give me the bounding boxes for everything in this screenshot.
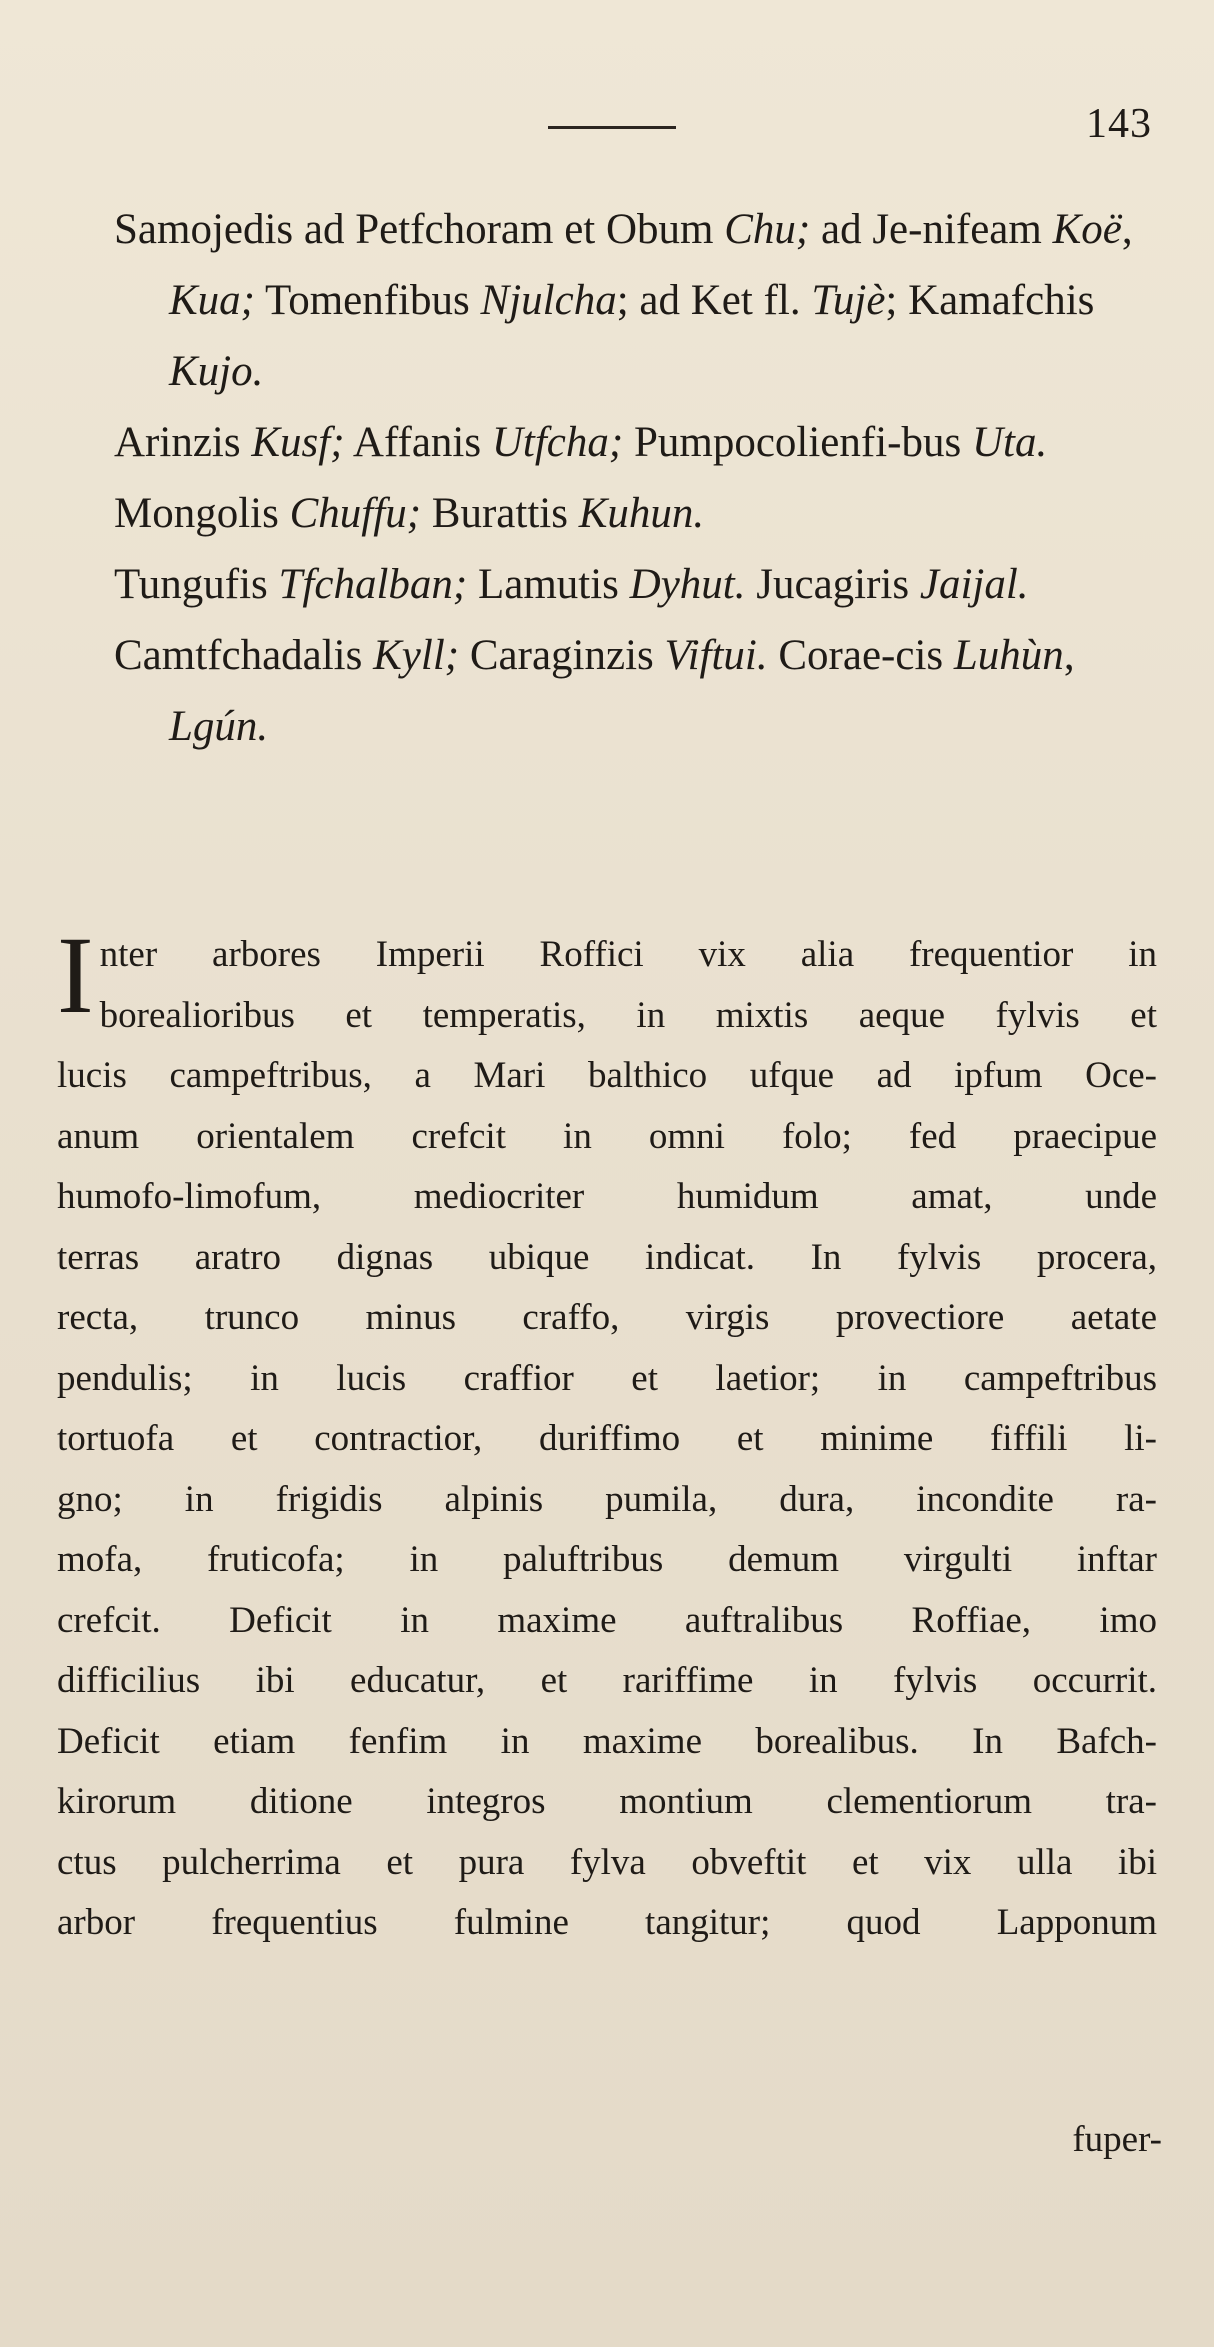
entry-text: Camtfchadalis	[114, 632, 374, 679]
entry-text: Pumpocolienfi-bus	[623, 419, 972, 466]
paragraph-line: arbor frequentius fulmine tangitur; quod Lapponum	[57, 1902, 1157, 1943]
header-rule	[548, 126, 676, 129]
vernacular-name: Koë	[1052, 206, 1122, 253]
drop-cap: I	[57, 914, 94, 1036]
entry-text: ; ad Ket fl.	[616, 277, 812, 324]
entry-text: Samojedis ad Petfchoram et Obum	[114, 206, 725, 253]
paragraph-line: mofa, fruticofa; in paluftribus demum virgulti inftar	[57, 1539, 1157, 1580]
vernacular-name: Utfcha;	[491, 419, 624, 466]
entry-text: ; Kamafchis	[885, 277, 1095, 324]
vernacular-name: Kujo.	[169, 348, 264, 395]
entry-text: Mongolis	[114, 490, 290, 537]
catchword: fuper-	[1072, 2119, 1162, 2160]
names-entry-tungufis	[114, 549, 1149, 620]
vernacular-name: Uta.	[971, 419, 1048, 466]
paragraph-line: borealioribus et temperatis, in mixtis aeque fylvis et	[99, 994, 1157, 1036]
vernacular-name: Luhùn	[953, 632, 1064, 679]
entry-text: ad Je-nifeam	[810, 206, 1053, 253]
entry-text: Burattis	[421, 490, 579, 537]
vernacular-name: Dyhut.	[629, 561, 746, 608]
paragraph-line: tortuofa et contractior, duriffimo et minime fiffili li-	[57, 1418, 1157, 1459]
vernacular-name: Njulcha	[480, 277, 617, 324]
paragraph-line: lucis campeftribus, a Mari balthico ufque ad ipfum Oce-	[57, 1055, 1157, 1096]
paragraph-line: humofo-limofum, mediocriter humidum amat, unde	[57, 1176, 1157, 1217]
names-entry-arinzis	[114, 407, 1149, 478]
paragraph-line: nter arbores Imperii Roffici vix alia frequentior in	[99, 934, 1157, 975]
entry-text: Tomenfibus	[255, 277, 481, 324]
paragraph-line: terras aratro dignas ubique indicat. In fylvis procera,	[57, 1236, 1157, 1278]
entry-text: Tungufis	[114, 561, 279, 608]
entry-text: ,	[1121, 206, 1133, 253]
names-entry-samojedis	[114, 194, 1149, 407]
entry-text: Caraginzis	[459, 632, 665, 679]
vernacular-name: Kyll;	[373, 632, 460, 679]
names-entry-mongolis	[114, 478, 1149, 549]
vernacular-name: Lgún.	[169, 703, 269, 750]
vernacular-name: Tfchalban;	[278, 561, 468, 608]
paragraph-line: gno; in frigidis alpinis pumila, dura, incondite ra-	[57, 1478, 1157, 1520]
vernacular-name: Kusf;	[251, 419, 345, 466]
entry-text: ,	[1063, 632, 1075, 679]
entry-text: Jucagiris	[745, 561, 920, 608]
vernacular-name: Kuhun.	[578, 490, 705, 537]
paragraph-line: anum orientalem crefcit in omni folo; fed praecipue	[57, 1115, 1157, 1157]
main-paragraph	[57, 914, 1157, 1954]
entry-text: Lamutis	[467, 561, 630, 608]
vernacular-name: Chuffu;	[289, 490, 422, 537]
paragraph-line: ctus pulcherrima et pura fylva obveftit et vix ulla ibi	[57, 1841, 1157, 1883]
vernacular-name: Kua;	[169, 277, 255, 324]
page-number: 143	[1086, 101, 1152, 147]
entry-text: Affanis	[344, 419, 492, 466]
paragraph-line: Deficit etiam fenfim in maxime borealibus. In Bafch-	[57, 1720, 1157, 1762]
entry-text: Corae-cis	[767, 632, 954, 679]
vernacular-name: Tujè	[811, 277, 886, 324]
paragraph-line: difficilius ibi educatur, et rariffime in fylvis occurrit.	[57, 1660, 1157, 1701]
vernacular-name: Jaijal.	[919, 561, 1029, 608]
vernacular-name: Viftui.	[664, 632, 768, 679]
entry-text: Arinzis	[114, 419, 252, 466]
paragraph-line: recta, trunco minus craffo, virgis provectiore aetate	[57, 1297, 1157, 1338]
names-entry-camtfchadalis	[114, 620, 1149, 762]
names-list	[114, 194, 1149, 762]
paragraph-line: crefcit. Deficit in maxime auftralibus Roffiae, imo	[57, 1599, 1157, 1641]
vernacular-name: Chu;	[724, 206, 811, 253]
paragraph-line: kirorum ditione integros montium clementiorum tra-	[57, 1781, 1157, 1822]
paragraph-line: pendulis; in lucis craffior et laetior; in campeftribus	[57, 1357, 1157, 1399]
